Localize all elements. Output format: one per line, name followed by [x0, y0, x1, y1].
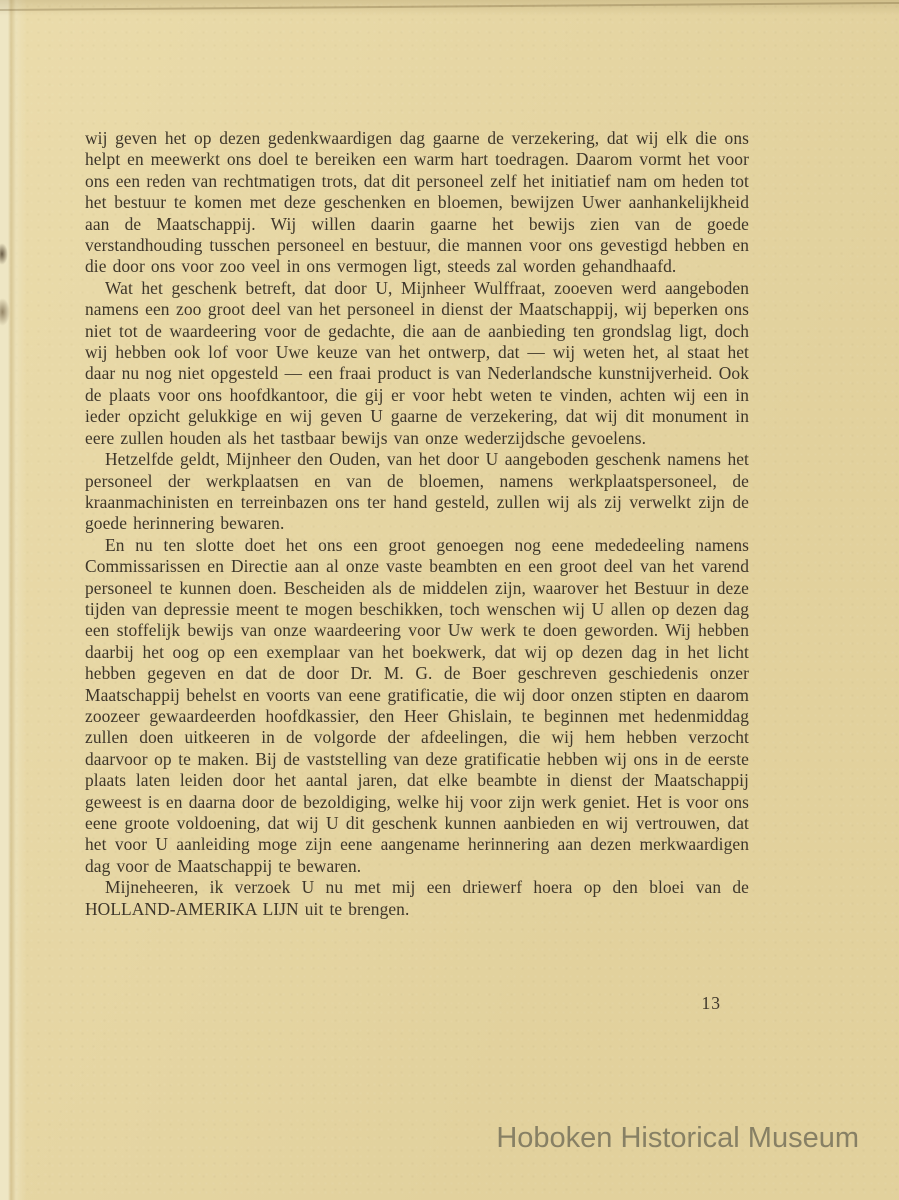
- museum-watermark: Hoboken Historical Museum: [496, 1122, 859, 1154]
- paragraph-closing-cheer: Mijneheeren, ik verzoek U nu met mij een driewerf hoera op den bloei van de HOLLAND-AMERIKA LIJN uit te brengen.: [85, 877, 749, 919]
- paragraph-gratification: En nu ten slotte doet het ons een groot genoegen nog eene mededeeling namens Commissarissen en Directie aan al onze vaste beambten en een groot deel van het varend personeel te kunnen doen. Bescheiden als de middelen zijn, waarover het Bestuur in deze tijden van depressie meent te mogen beschikken, toch wenschen wij U allen op dezen dag een stoffelijk bewijs van onze waardeering voor Uw werk te doen geworden. Wij hebben daarbij het oog op een exemplaar van het boekwerk, dat wij op dezen dag in het licht hebben gegeven en dat de door Dr. M. G. de Boer geschreven geschiedenis onzer Maatschappij behelst en voorts van eene gratificatie, die wij door onzen stipten en daarom zoozeer gewaardeerden hoofdkassier, den Heer Ghislain, te beginnen met hedenmiddag zullen doen uitkeeren in de volgorde der afdeelingen, die wij hem hebben verzocht daarvoor op te maken. Bij de vaststelling van deze gratificatie hebben wij ons in de eerste plaats laten leiden door het aantal jaren, dat elke beambte in dienst der Maatschappij geweest is en daarna door de bezoldiging, welke hij voor zijn werk geniet. Het is voor ons eene groote voldoening, dat wij U dit geschenk kunnen aanbieden en wij vertrouwen, dat het voor U aanleiding moge zijn eene aangename herinnering aan dezen merkwaardigen dag voor de Maatschappij te bewaren.: [85, 534, 749, 876]
- page-text: [85, 128, 749, 920]
- page-number: 13: [701, 993, 721, 1013]
- paragraph-gift-wulffraat: Wat het geschenk betreft, dat door U, Mijnheer Wulffraat, zooeven werd aangeboden namens een zoo groot deel van het personeel in dienst der Maatschappij, wij beperken ons niet tot de waardeering voor de gedachte, die aan de aanbieding ten grondslag ligt, doch wij hebben ook lof voor Uwe keuze van het ontwerp, dat — wij weten het, al staat het daar nu nog niet opgesteld — een fraai product is van Nederlandsche kunstnijverheid. Ook de plaats voor ons hoofdkantoor, die gij er voor hebt weten te vinden, achten wij een in ieder opzicht gelukkige en wij geven U gaarne de verzekering, dat wij dit monument in eere zullen houden als het tastbaar bewijs van onze wederzijdsche gevoelens.: [85, 277, 749, 448]
- paragraph-continuation: wij geven het op dezen gedenkwaardigen dag gaarne de verzekering, dat wij elk die ons helpt en meewerkt ons doel te bereiken een warm hart toedragen. Daarom vormt het voor ons een reden van rechtmatigen trots, dat dit personeel zelf het initiatief nam om heden tot het bestuur te komen met deze geschenken en bloemen, bewijzen Uwer aanhankelijkheid aan de Maatschappij. Wij willen daarin gaarne het bewijs zien van de goede verstandhouding tusschen personeel en bestuur, die mannen voor ons gevestigd hebben en die door ons voor zoo veel in ons vermogen ligt, steeds zal worden gehandhaafd.: [85, 128, 749, 277]
- page-left-edge: [0, 0, 26, 1200]
- paragraph-gift-den-ouden: Hetzelfde geldt, Mijnheer den Ouden, van het door U aangeboden geschenk namens het personeel der werkplaatsen en van de bloemen, namens werkplaatspersoneel, de kraanmachinisten en terreinbazen ons ter hand gesteld, zullen wij als zij verwelkt zijn de goede herinnering bewaren.: [85, 449, 749, 534]
